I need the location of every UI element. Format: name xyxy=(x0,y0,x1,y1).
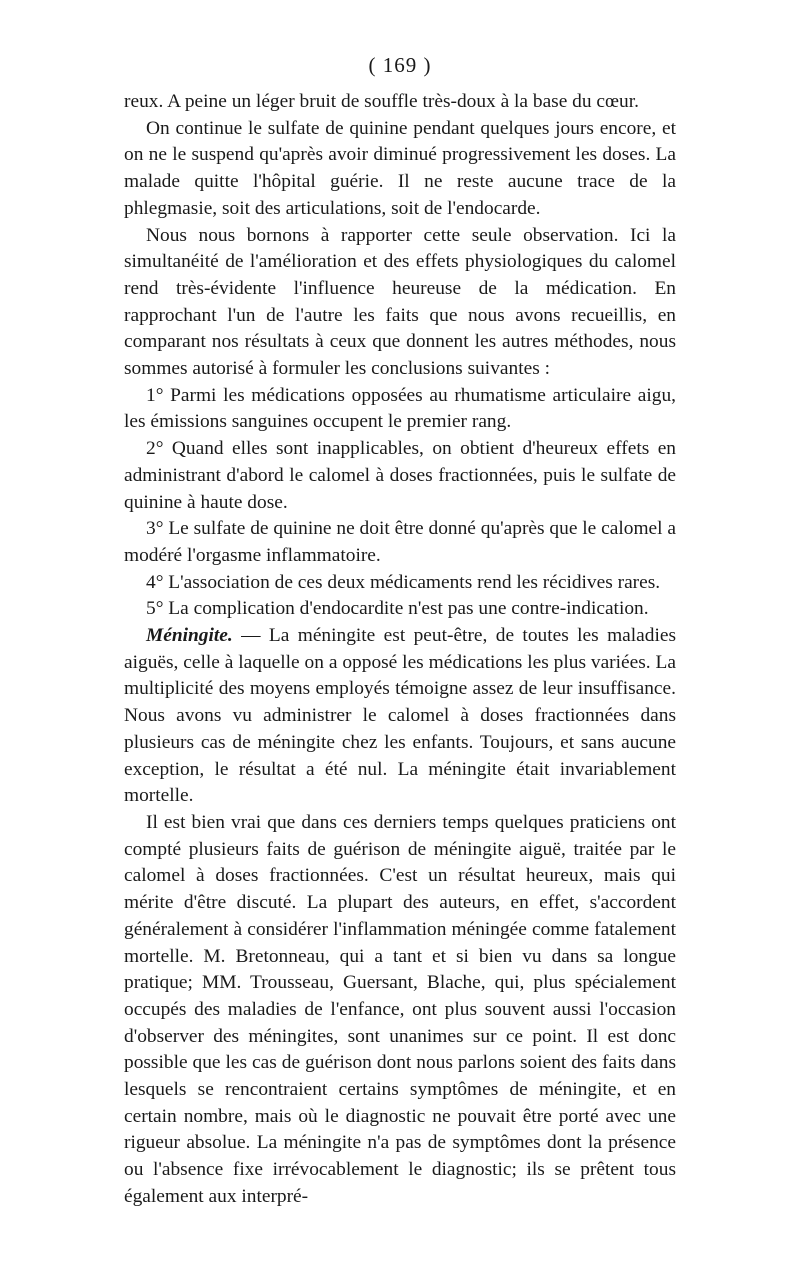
paragraph-text: 5° La complication d'endocardite n'est pas une contre-indication. xyxy=(146,598,649,620)
paragraph-text: reux. A peine un léger bruit de souffle très-doux à la base du cœur. xyxy=(124,91,639,112)
page-number: ( 169 ) xyxy=(368,53,432,77)
paragraph-text: Nous nous bornons à rapporter cette seule observation. Ici la simultanéité de l'amélioration et des effets physiologiques du calomel rend très-évidente l'influence heureuse de la médication. En rapprochant l'un de l'autre les faits que nous avons recueillis, en comparant nos résultats à ceux que donnent les autres méthodes, nous sommes autorisé à formuler les conclusions suivantes : xyxy=(124,224,676,380)
conclusion-4 xyxy=(124,570,676,597)
paragraph-quinine-treatment xyxy=(124,116,676,223)
paragraph-text: 4° L'association de ces deux médicaments rend les récidives rares. xyxy=(146,571,661,593)
paragraph-text: 1° Parmi les médications opposées au rhumatisme articulaire aigu, les émissions sanguines occupent le premier rang. xyxy=(124,384,676,433)
conclusion-5 xyxy=(124,596,676,623)
paragraph-continuation xyxy=(124,89,676,116)
paragraph-meningite-discussion xyxy=(124,810,676,1211)
paragraph-text: Il est bien vrai que dans ces derniers temps quelques praticiens ont compté plusieurs faits de guérison de méningite aiguë, traitée par le calomel à doses fractionnées. C'est un résultat heureux, mais qui mérite d'être discuté. La plupart des auteurs, en effet, s'accordent généralement à considérer l'inflammation méningée comme fatalement mortelle. M. Bretonneau, qui a tant et si bien vu dans sa longue pratique; MM. Trousseau, Guersant, Blache, qui, plus spécialement occupés des maladies de l'enfance, ont plus souvent aussi l'occasion d'observer des méningites, sont unanimes sur ce point. Il est donc possible que les cas de guérison dont nous parlons soient des faits dans lesquels se rencontraient certains symptômes de méningite, et en certain nombre, mais où le diagnostic ne pouvait être porté avec une rigueur absolue. La méningite n'a pas de symptômes dont la présence ou l'absence fixe irrévocablement le diagnostic; ils se prêtent tous également aux interpré- xyxy=(124,811,676,1207)
paragraph-meningite xyxy=(124,623,676,810)
paragraph-text: On continue le sulfate de quinine pendant quelques jours encore, et on ne le suspend qu'après avoir diminué progressivement les doses. La malade quitte l'hôpital guérie. Il ne reste aucune trace de la phlegmasie, soit des articulations, soit de l'endocarde. xyxy=(124,117,676,219)
paragraph-text: — La méningite est peut-être, de toutes les maladies aiguës, celle à laquelle on a opposé les médications les plus variées. La multiplicité des moyens employés témoigne assez de leur insuffisance. Nous avons vu administrer le calomel à doses fractionnées dans plusieurs cas de méningite chez les enfants. Toujours, et sans aucune exception, le résultat a été nul. La méningite était invariablement mortelle. xyxy=(124,625,676,807)
conclusion-1 xyxy=(124,383,676,436)
book-page xyxy=(124,52,676,1211)
paragraph-text: 3° Le sulfate de quinine ne doit être donné qu'après que le calomel a modéré l'orgasme inflammatoire. xyxy=(124,518,676,566)
paragraph-observation-summary xyxy=(124,223,676,383)
conclusion-3 xyxy=(124,516,676,569)
conclusion-2 xyxy=(124,436,676,516)
paragraph-text: 2° Quand elles sont inapplicables, on obtient d'heureux effets en administrant d'abord le calomel à doses fractionnées, puis le sulfate de quinine à haute dose. xyxy=(124,438,676,513)
section-heading-meningite: Méningite. xyxy=(146,625,233,647)
